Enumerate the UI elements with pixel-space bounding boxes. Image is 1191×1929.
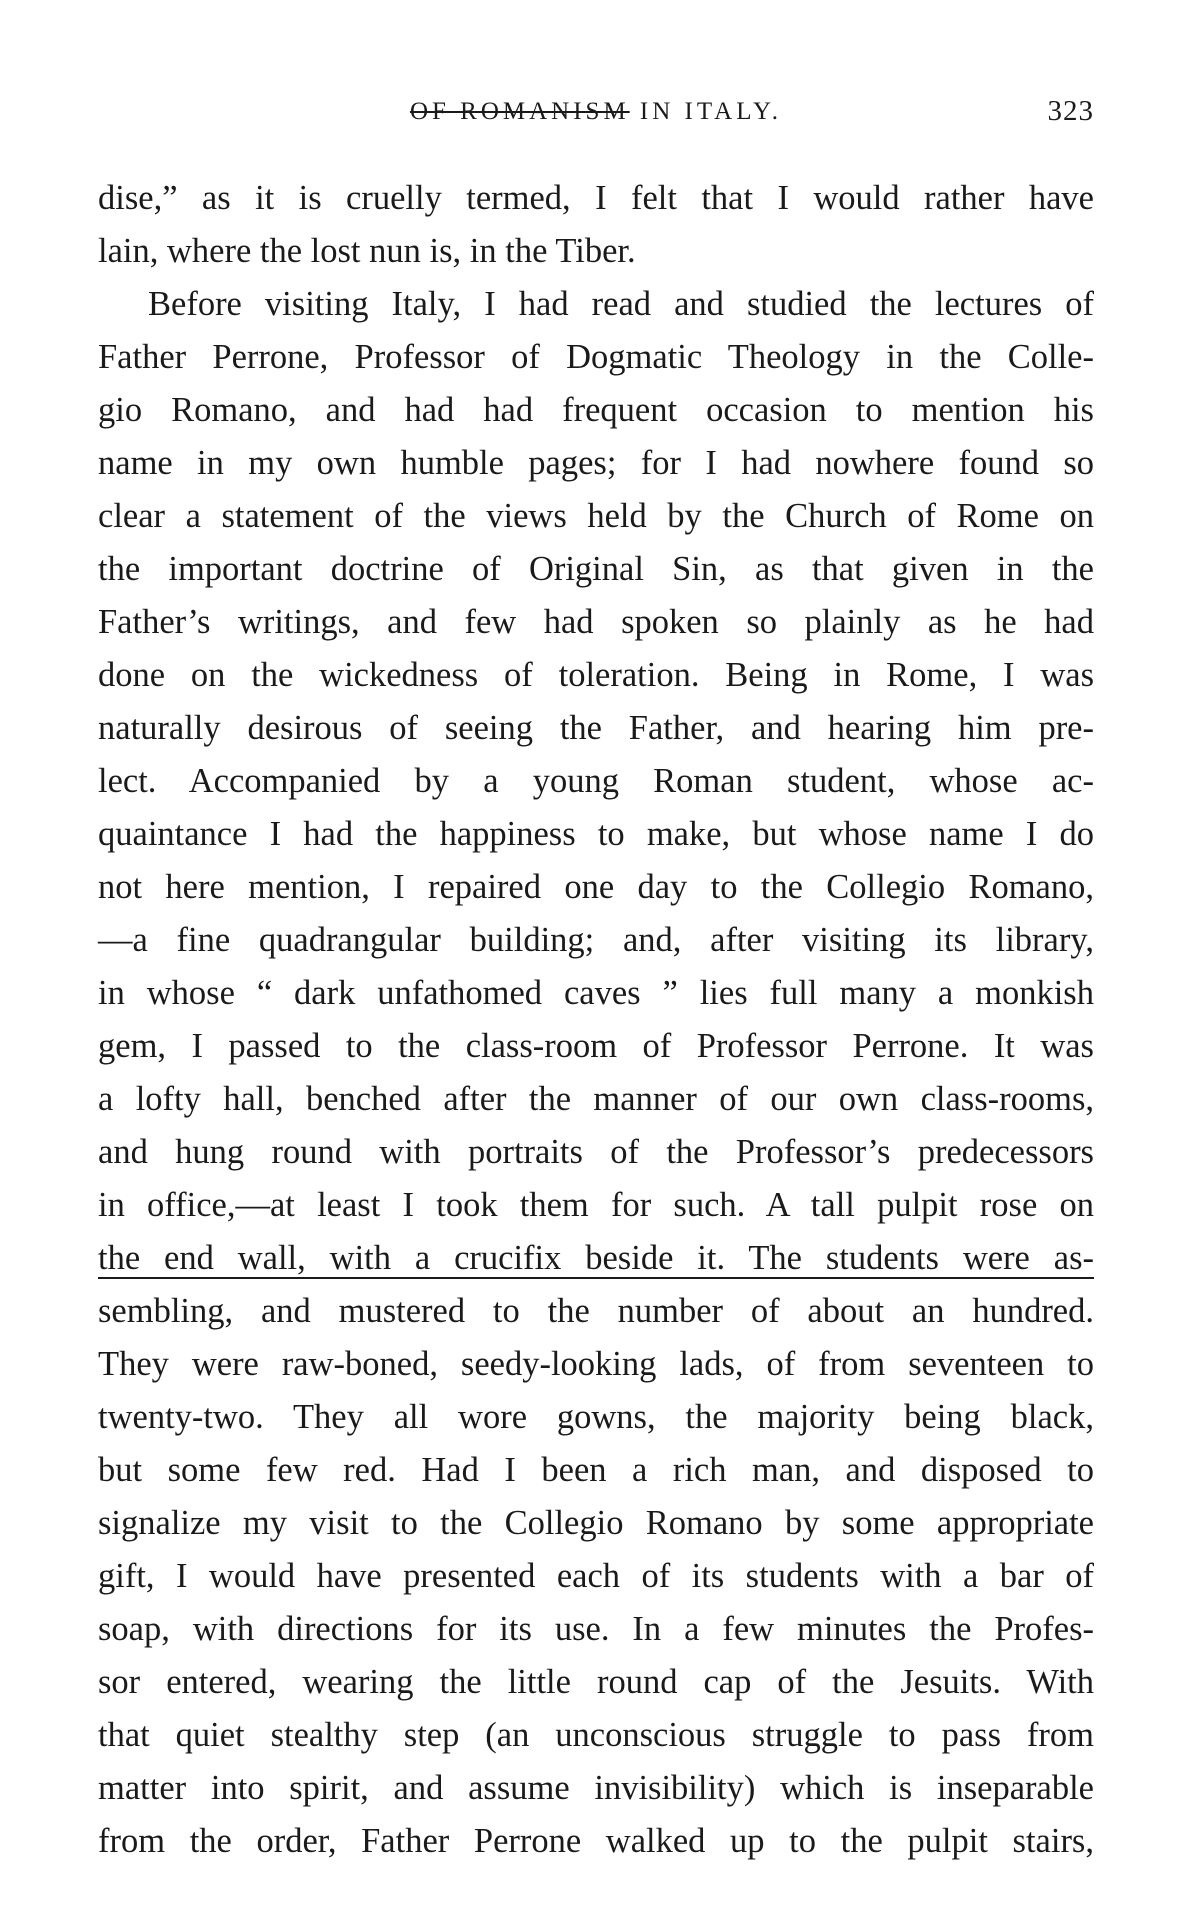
text-line: sembling, and mustered to the number of about an hundred. — [98, 1292, 1094, 1330]
text-line: and hung round with portraits of the Professor’s predecessors — [98, 1133, 1094, 1171]
text-line: gio Romano, and had had frequent occasion to mention his — [98, 391, 1094, 429]
text-line: They were raw-boned, seedy-looking lads, of from seventeen to — [98, 1345, 1094, 1383]
text-line: twenty-two. They all wore gowns, the majority being black, — [98, 1398, 1094, 1436]
text-line: not here mention, I repaired one day to the Collegio Romano, — [98, 868, 1094, 906]
running-head — [98, 95, 1094, 138]
text-line: Father’s writings, and few had spoken so plainly as he had — [98, 603, 1094, 641]
text-line: the important doctrine of Original Sin, as that given in the — [98, 550, 1094, 588]
text-line: gem, I passed to the class-room of Professor Perrone. It was — [98, 1027, 1094, 1065]
text-line: but some few red. Had I been a rich man, and disposed to — [98, 1451, 1094, 1489]
text-line: naturally desirous of seeing the Father, and hearing him pre- — [98, 709, 1094, 747]
text-line: done on the wickedness of toleration. Being in Rome, I was — [98, 656, 1094, 694]
text-line: soap, with directions for its use. In a few minutes the Profes- — [98, 1610, 1094, 1648]
text-line: clear a statement of the views held by the Church of Rome on — [98, 497, 1094, 535]
struck-title-prefix: OF ROMANISM — [409, 98, 630, 125]
text-line: lect. Accompanied by a young Roman student, whose ac- — [98, 762, 1094, 800]
text-line: a lofty hall, benched after the manner of our own class-rooms, — [98, 1080, 1094, 1118]
title-rest: IN ITALY. — [629, 98, 783, 125]
text-line: quaintance I had the happiness to make, but whose name I do — [98, 815, 1094, 853]
underlined-text-line: the end wall, with a crucifix beside it. The students were as- — [98, 1239, 1094, 1277]
text-line: —a fine quadrangular building; and, after visiting its library, — [98, 921, 1094, 959]
text-line: sor entered, wearing the little round cap of the Jesuits. With — [98, 1663, 1094, 1701]
text-line: Father Perrone, Professor of Dogmatic Theology in the Colle- — [98, 338, 1094, 376]
text-line: name in my own humble pages; for I had nowhere found so — [98, 444, 1094, 482]
text-line: that quiet stealthy step (an unconscious struggle to pass from — [98, 1716, 1094, 1754]
body-text — [98, 172, 1094, 1868]
text-line: lain, where the lost nun is, in the Tiber. — [98, 232, 636, 270]
text-line: in whose “ dark unfathomed caves ” lies full many a monkish — [98, 974, 1094, 1012]
text-line: dise,” as it is cruelly termed, I felt that I would rather have — [98, 179, 1094, 217]
text-line: matter into spirit, and assume invisibility) which is inseparable — [98, 1769, 1094, 1807]
text-line: signalize my visit to the Collegio Romano by some appropriate — [98, 1504, 1094, 1542]
running-title — [98, 98, 1094, 126]
text-line: from the order, Father Perrone walked up to the pulpit stairs, — [98, 1822, 1094, 1860]
text-line: gift, I would have presented each of its students with a bar of — [98, 1557, 1094, 1595]
page-number: 323 — [1047, 95, 1094, 127]
text-line: in office,—at least I took them for such. A tall pulpit rose on — [98, 1186, 1094, 1224]
text-line: Before visiting Italy, I had read and studied the lectures of — [148, 285, 1094, 323]
